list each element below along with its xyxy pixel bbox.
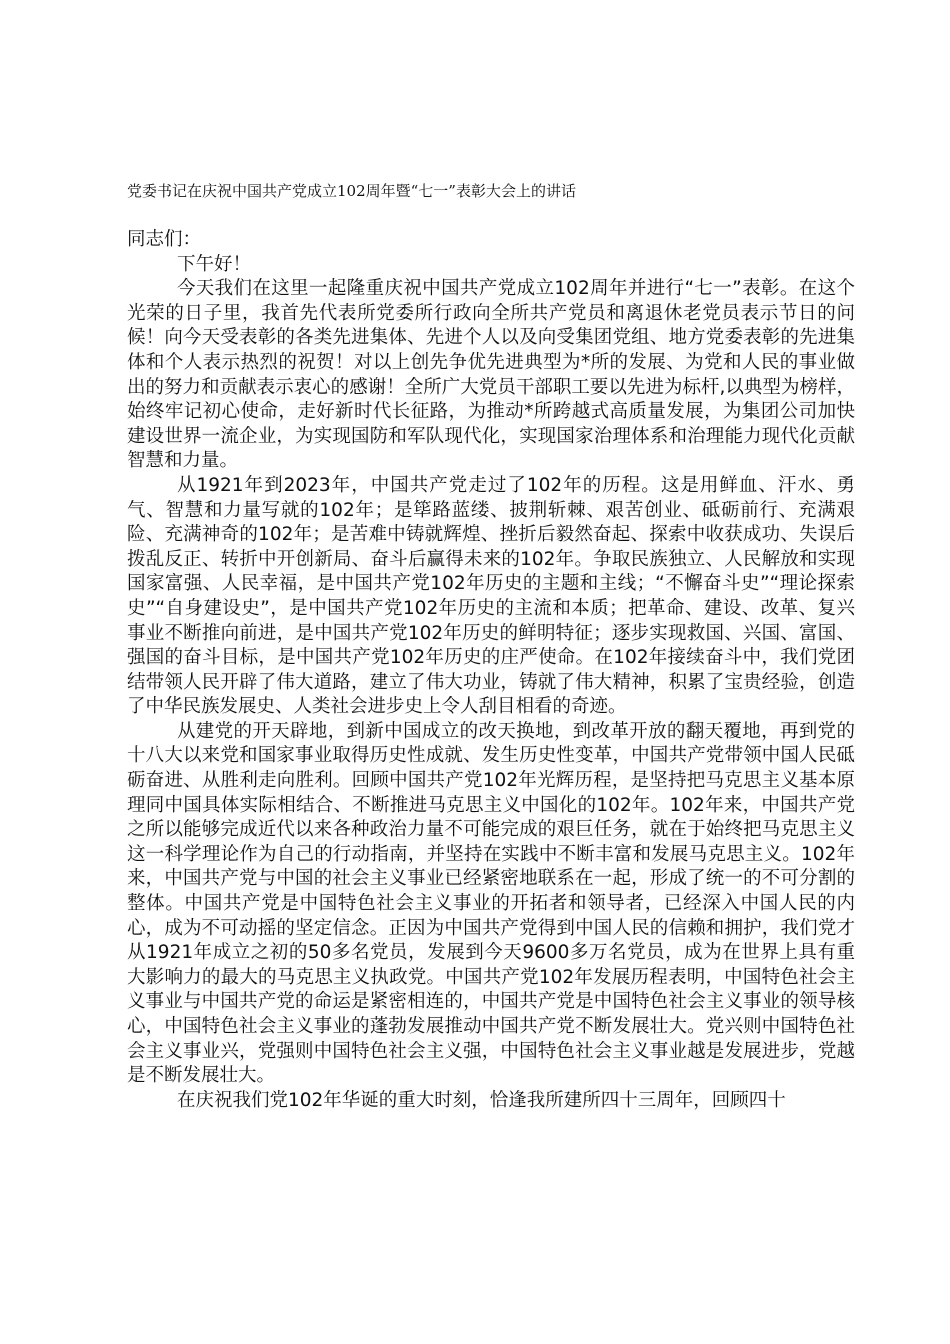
paragraph-1: 今天我们在这里一起隆重庆祝中国共产党成立102周年并进行“七一”表彰。在这个光荣的日子里，我首先代表所党委所行政向全所共产党员和离退休老党员表示节日的问候！向今天受表彰的各类先进集体、先进个人以及向受集团党组、地方党委表彰的先进集体和个人表示热烈的祝贺！对以上创先争优先进典型为*所的发展、为党和人民的事业做出的努力和贡献表示衷心的感谢！全所广大党员干部职工要以先进为标杆,以典型为榜样，始终牢记初心使命，走好新时代长征路，为推动*所跨越式高质量发展，为集团公司加快建设世界一流企业，为实现国防和军队现代化，实现国家治理体系和治理能力现代化贡献智慧和力量。: [127, 278, 855, 472]
paragraph-3: 从建党的开天辟地，到新中国成立的改天换地，到改革开放的翻天覆地，再到党的十八大以来党和国家事业取得历史性成就、发生历史性变革，中国共产党带领中国人民砥砺奋进、从胜利走向胜利。回顾中国共产党102年光辉历程，是坚持把马克思主义基本原理同中国具体实际相结合、不断推进马克思主义中国化的102年。102年来，中国共产党之所以能够完成近代以来各种政治力量不可能完成的艰巨任务，就在于始终把马克思主义这一科学理论作为自己的行动指南，并坚持在实践中不断丰富和发展马克思主义。102年来，中国共产党与中国的社会主义事业已经紧密地联系在一起，形成了统一的不可分割的整体。中国共产党是中国特色社会主义事业的开拓者和领导者，已经深入中国人民的内心，成为不可动摇的坚定信念。正因为中国共产党得到中国人民的信赖和拥护，我们党才从1921年成立之初的50多名党员，发展到今天9600多万名党员，成为在世界上具有重大影响力的最大的马克思主义执政党。中国共产党102年发展历程表明，中国特色社会主义事业与中国共产党的命运是紧密相连的，中国共产党是中国特色社会主义事业的领导核心，中国特色社会主义事业的蓬勃发展推动中国共产党不断发展壮大。党兴则中国特色社会主义事业兴，党强则中国特色社会主义强，中国特色社会主义事业越是发展进步，党越是不断发展壮大。: [127, 720, 855, 1087]
paragraph-4: 在庆祝我们党102年华诞的重大时刻，恰逢我所建所四十三周年，回顾四十: [176, 1089, 786, 1111]
greeting: 下午好！: [176, 253, 251, 275]
document-body: [127, 228, 855, 1113]
document-title: 党委书记在庆祝中国共产党成立102周年暨“七一”表彰大会上的讲话: [127, 182, 576, 200]
salutation: 同志们：: [127, 229, 202, 250]
paragraph-2: 从1921年到2023年，中国共产党走过了102年的历程。这是用鲜血、汗水、勇气、智慧和力量写就的102年；是筚路蓝缕、披荆斩棘、艰苦创业、砥砺前行、充满艰险、充满神奇的102年；是苦难中铸就辉煌、挫折后毅然奋起、探索中收获成功、失误后拨乱反正、转折中开创新局、奋斗后赢得未来的102年。争取民族独立、人民解放和实现国家富强、人民幸福，是中国共产党102年历史的主题和主线；“不懈奋斗史”“理论探索史”“自身建设史”，是中国共产党102年历史的主流和本质；把革命、建设、改革、复兴事业不断推向前进，是中国共产党102年历史的鲜明特征；逐步实现救国、兴国、富国、强国的奋斗目标，是中国共产党102年历史的庄严使命。在102年接续奋斗中，我们党团结带领人民开辟了伟大道路，建立了伟大功业，铸就了伟大精神，积累了宝贵经验，创造了中华民族发展史、人类社会进步史上令人刮目相看的奇迹。: [127, 474, 855, 718]
